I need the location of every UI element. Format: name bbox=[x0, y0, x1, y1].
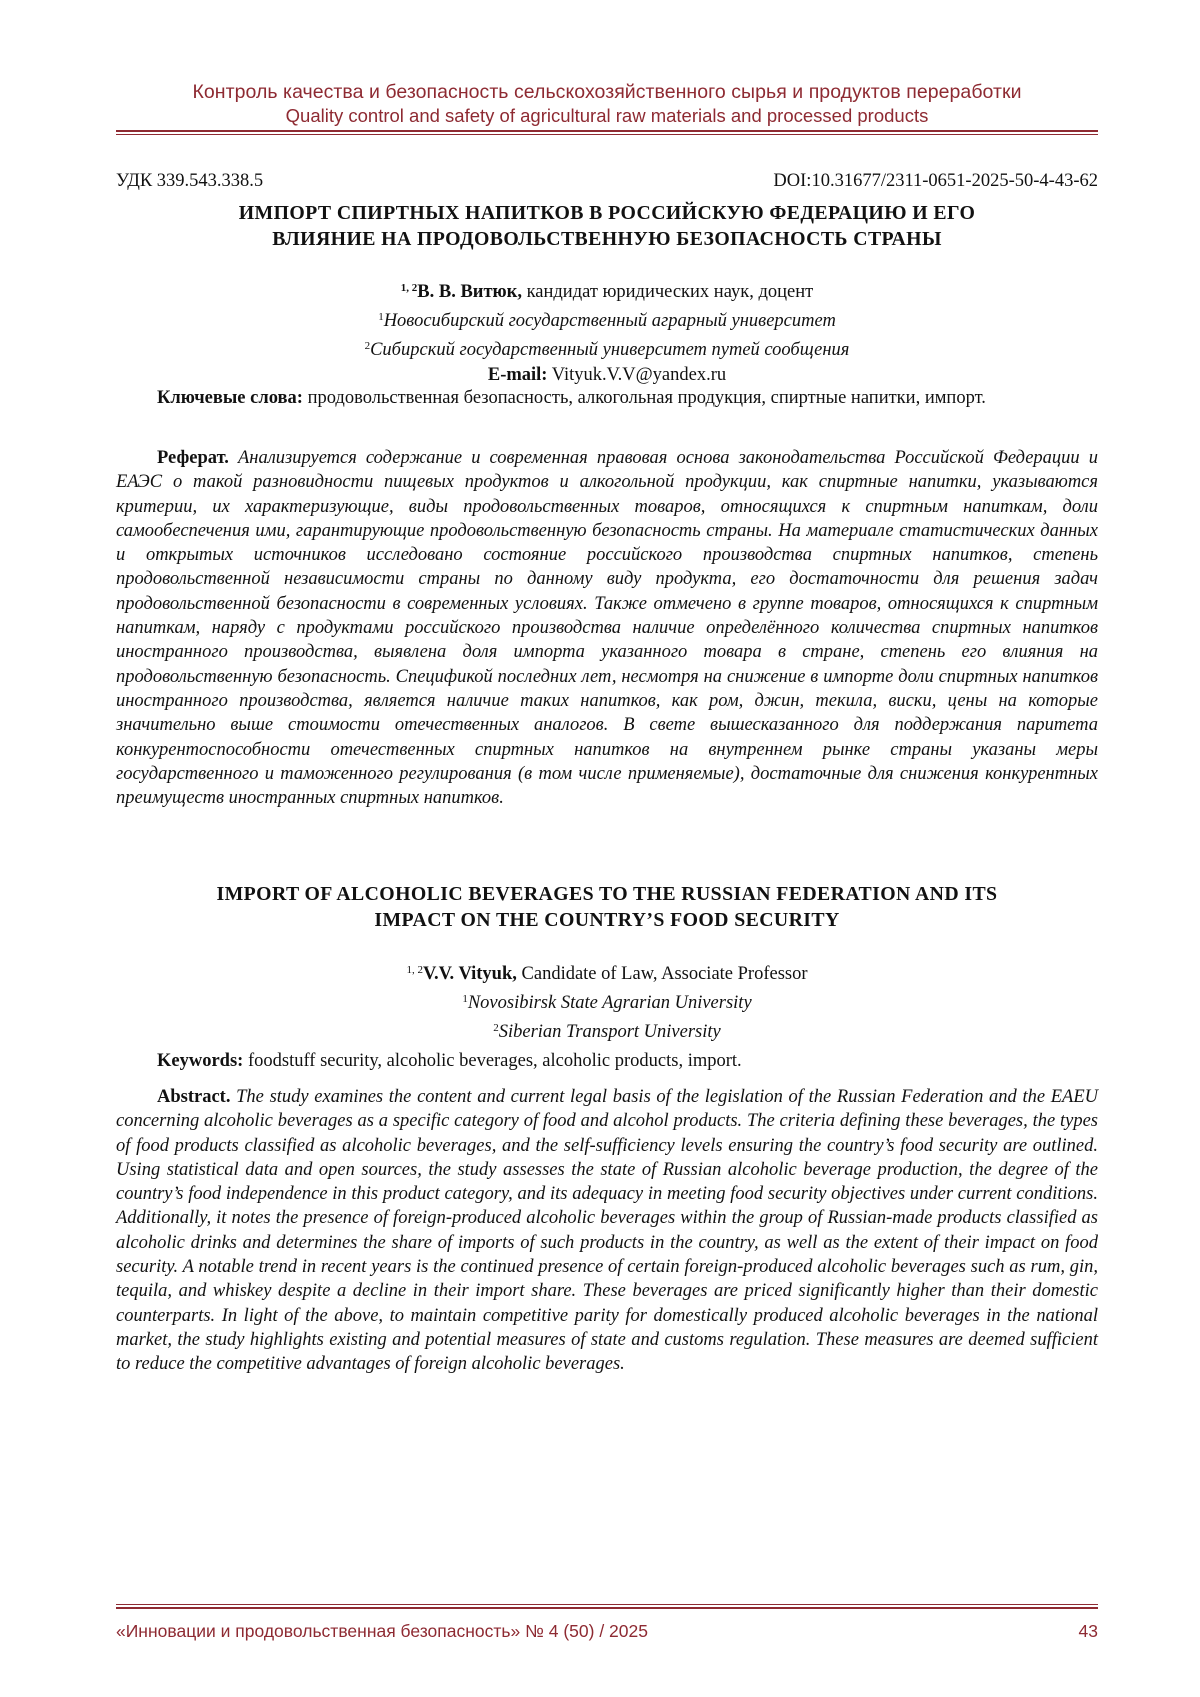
abstract-label-en: Abstract. bbox=[157, 1087, 231, 1107]
abstract-ru bbox=[116, 446, 1098, 810]
email-line bbox=[116, 363, 1098, 388]
title-ru bbox=[116, 200, 1098, 252]
page-number: 43 bbox=[1078, 1621, 1098, 1641]
author-block-en bbox=[116, 958, 1098, 1045]
keywords-text-en: foodstuff security, alcoholic beverages, alcoholic products, import. bbox=[243, 1051, 742, 1071]
udk-code: УДК 339.543.338.5 bbox=[116, 171, 264, 191]
abstract-text: Анализируется содержание и современная правовая основа законодательства Российской Федерации и ЕАЭС о такой разновидности пищевых продуктов и алкогольной продукции, как спиртные напитки, указываются критерии, их характеризующие, виды продовольственных товаров, относящихся к спиртным напиткам, доли самообеспечения ими, гарантирующие продовольственную безопасность страны. На материале статистических данных и открытых источников исследовано состояние российского производства спиртных напитков, степень продовольственной независимости страны по данному виду продукта, его достаточности для решения задач продовольственной безопасности в современных условиях. Также отмечено в группе товаров, относящихся к спиртным напиткам, наряду с продуктами российского производства наличие определённого количества спиртных напитков иностранного производства, выявлена доля импорта указанного товара в стране, степень его влияния на продовольственную безопасность. Спецификой последних лет, несмотря на снижение в импорте доли спиртных напитков иностранного производства, является наличие таких напитков, как ром, джин, текила, виски, цены на которые значительно выше стоимости отечественных аналогов. В свете вышесказанного для поддержания паритета конкурентоспособности отечественных спиртных напитков на внутреннем рынке страны указаны меры государственного и таможенного регулирования (в том числе применяемые), достаточные для снижения конкурентных преимуществ иностранных спиртных напитков. bbox=[116, 448, 1098, 809]
author-degree: кандидат юридических наук, доцент bbox=[521, 282, 814, 302]
abstract-label: Реферат. bbox=[157, 448, 229, 468]
title-ru-line2: ВЛИЯНИЕ НА ПРОДОВОЛЬСТВЕННУЮ БЕЗОПАСНОСТЬ СТРАНЫ bbox=[272, 228, 942, 250]
email-address[interactable]: Vityuk.V.V@yandex.ru bbox=[547, 365, 727, 385]
email-label: E-mail: bbox=[487, 365, 548, 385]
title-en-line1: IMPORT OF ALCOHOLIC BEVERAGES TO THE RUSSIAN FEDERATION AND ITS bbox=[216, 883, 998, 905]
affiliation-2-en: $^2$Siberian Transport University bbox=[493, 1022, 721, 1042]
running-header bbox=[116, 80, 1098, 127]
author-degree-en: Candidate of Law, Associate Professor bbox=[516, 964, 808, 984]
keywords-en bbox=[116, 1049, 1098, 1074]
affiliation-1-en: $^1$Novosibirsk State Agrarian University bbox=[462, 993, 752, 1013]
keywords-ru bbox=[116, 386, 1098, 411]
author-sup: 1, 2 bbox=[400, 282, 418, 294]
author-block-ru bbox=[116, 276, 1098, 388]
keywords-label-en: Keywords: bbox=[157, 1051, 244, 1071]
affiliation-2-ru: $^2$Сибирский государственный университет путей сообщения bbox=[364, 340, 850, 360]
footer-rule-thin bbox=[116, 1604, 1098, 1605]
keywords-text: продовольственная безопасность, алкогольная продукция, спиртные напитки, импорт. bbox=[302, 388, 986, 408]
doi: DOI:10.31677/2311-0651-2025-50-4-43-62 bbox=[773, 171, 1098, 191]
header-rule-thin bbox=[116, 134, 1098, 135]
header-en: Quality control and safety of agricultural raw materials and processed products bbox=[285, 105, 929, 126]
title-ru-line1: ИМПОРТ СПИРТНЫХ НАПИТКОВ В РОССИЙСКУЮ ФЕДЕРАЦИЮ И ЕГО bbox=[238, 202, 976, 224]
title-en bbox=[116, 881, 1098, 933]
journal-page bbox=[116, 0, 1098, 1697]
header-rule-thick bbox=[116, 130, 1098, 132]
header-ru: Контроль качества и безопасность сельскохозяйственного сырья и продуктов переработки bbox=[192, 81, 1022, 103]
title-en-line2: IMPACT ON THE COUNTRY’S FOOD SECURITY bbox=[374, 909, 840, 931]
footer-rule-thick bbox=[116, 1607, 1098, 1609]
keywords-label: Ключевые слова: bbox=[157, 388, 303, 408]
author-line-en: $^{1, 2}$V.V. Vityuk, Candidate of Law, Associate Professor bbox=[406, 964, 808, 984]
author-line-ru bbox=[116, 276, 1098, 305]
affiliation-1-ru: $^1$Новосибирский государственный аграрный университет bbox=[378, 311, 836, 331]
author-name-en: V.V. Vityuk, bbox=[422, 964, 517, 984]
abstract-en bbox=[116, 1085, 1098, 1377]
author-name: В. В. Витюк, bbox=[417, 282, 522, 302]
abstract-text-en: The study examines the content and current legal basis of the legislation of the Russian Federation and the EAEU concerning alcoholic beverages as a specific category of food and alcohol products. The criteria defining these beverages, the types of food products classified as alcoholic beverages, and the self-sufficiency levels ensuring the country’s food security are outlined. Using statistical data and open sources, the study assesses the state of Russian alcoholic beverage production, the degree of the country’s food independence in this product category, and its adequacy in meeting food security objectives under current conditions. Additionally, it notes the presence of foreign-produced alcoholic beverages within the group of Russian-made products classified as alcoholic drinks and determines the share of imports of such products in the country, as well as the extent of their impact on food security. A notable trend in recent years is the continued presence of certain foreign-produced alcoholic beverages such as rum, gin, tequila, and whiskey despite a decline in their import share. These beverages are priced significantly higher than their domestic counterparts. In light of the above, to maintain competitive parity for domestically produced alcoholic beverages in the national market, the study highlights existing and potential measures of state and customs regulation. These measures are deemed sufficient to reduce the competitive advantages of foreign alcoholic beverages. bbox=[116, 1087, 1098, 1375]
journal-citation: «Инновации и продовольственная безопасность» № 4 (50) / 2025 bbox=[116, 1621, 648, 1641]
